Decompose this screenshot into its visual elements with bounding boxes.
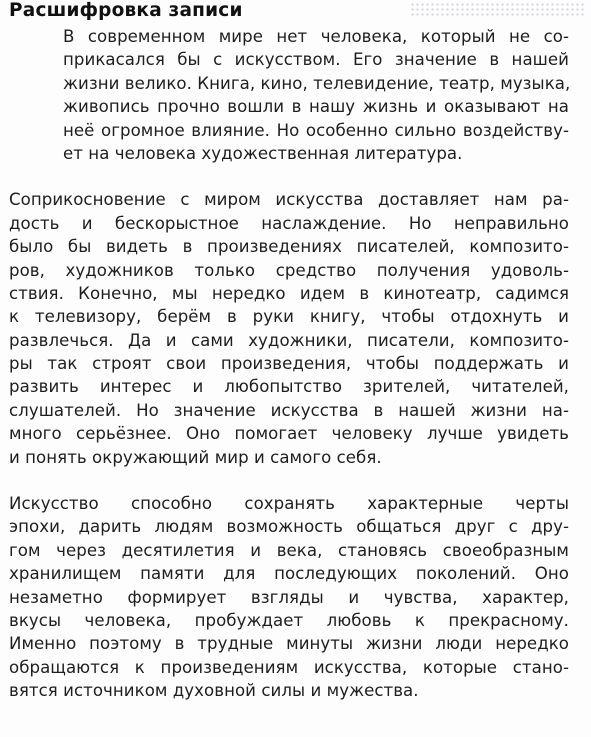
paragraph-line: Именно поэтому в трудные минуты жизни люди нередко: [9, 634, 569, 654]
paragraph-1: [9, 25, 569, 165]
paragraph-line: вкусы человека, пробуждает любовь к прекрасному.: [9, 610, 569, 630]
paragraph-line: ров, художников только средство получения удоволь-: [9, 260, 569, 280]
paragraph-line: хранилищем памяти для последующих поколений. Оно: [9, 564, 569, 584]
document-title: Расшифровка записи: [9, 0, 243, 21]
paragraph-line: неё огромное влияние. Но особенно сильно воздейству-: [63, 120, 569, 140]
paragraph-line: живопись прочно вошли в нашу жизнь и оказывают на: [63, 97, 569, 117]
paragraph-line: вятся источником духовной силы и мужества.: [9, 681, 419, 701]
paragraph-line: ет на человека художественная литература.: [63, 143, 463, 163]
paragraph-line: и понять окружающий мир и самого себя.: [9, 447, 382, 467]
paragraph-line: жизни велико. Книга, кино, телевидение, театр, музыка,: [63, 73, 571, 93]
paragraph-line: слушателей. Но значение искусства в нашей жизни на-: [9, 400, 569, 420]
paragraph-line: незаметно формирует взгляды и чувства, характер,: [9, 587, 569, 607]
paragraph-line: дость и бескорыстное наслаждение. Но неправильно: [9, 213, 569, 233]
paragraph-3: [9, 492, 569, 703]
paragraph-line: Искусство способно сохранять характерные черты: [9, 494, 569, 514]
cut-off-next-heading: [9, 728, 139, 737]
paragraph-line: развить интерес и любопытство зрителей, читателей,: [9, 377, 569, 397]
paragraph-line: гом через десятилетия и века, становясь своеобразным: [9, 540, 569, 560]
cut-off-glyphs: [9, 728, 139, 737]
document-body: [9, 25, 569, 726]
paragraph-line: прикасался бы с искусством. Его значение в нашей: [63, 50, 569, 70]
paragraph-line: было бы видеть в произведениях писателей, композито-: [9, 237, 569, 257]
paragraph-line: к телевизору, берём в руки книгу, чтобы отдохнуть и: [9, 307, 569, 327]
paragraph-line: Соприкосновение с миром искусства доставляет нам ра-: [9, 190, 569, 210]
paragraph-line: развлечься. Да и сами художники, писатели, композито-: [9, 330, 569, 350]
paragraph-line: обращаются к произведениям искусства, которые стано-: [9, 657, 569, 677]
paragraph-line: ствия. Конечно, мы нередко идем в кинотеатр, садимся: [9, 283, 569, 303]
paragraph-line: много серьёзнее. Оно помогает человеку лучше увидеть: [9, 424, 569, 444]
paragraph-line: ры так строят свои произведения, чтобы поддержать и: [9, 354, 569, 374]
paragraph-2: [9, 188, 569, 469]
decorative-dot-pattern: [410, 2, 585, 18]
paragraph-line: эпохи, дарить людям возможность общаться друг с дру-: [9, 517, 569, 537]
paragraph-line: В современном мире нет человека, который не со-: [63, 27, 569, 46]
